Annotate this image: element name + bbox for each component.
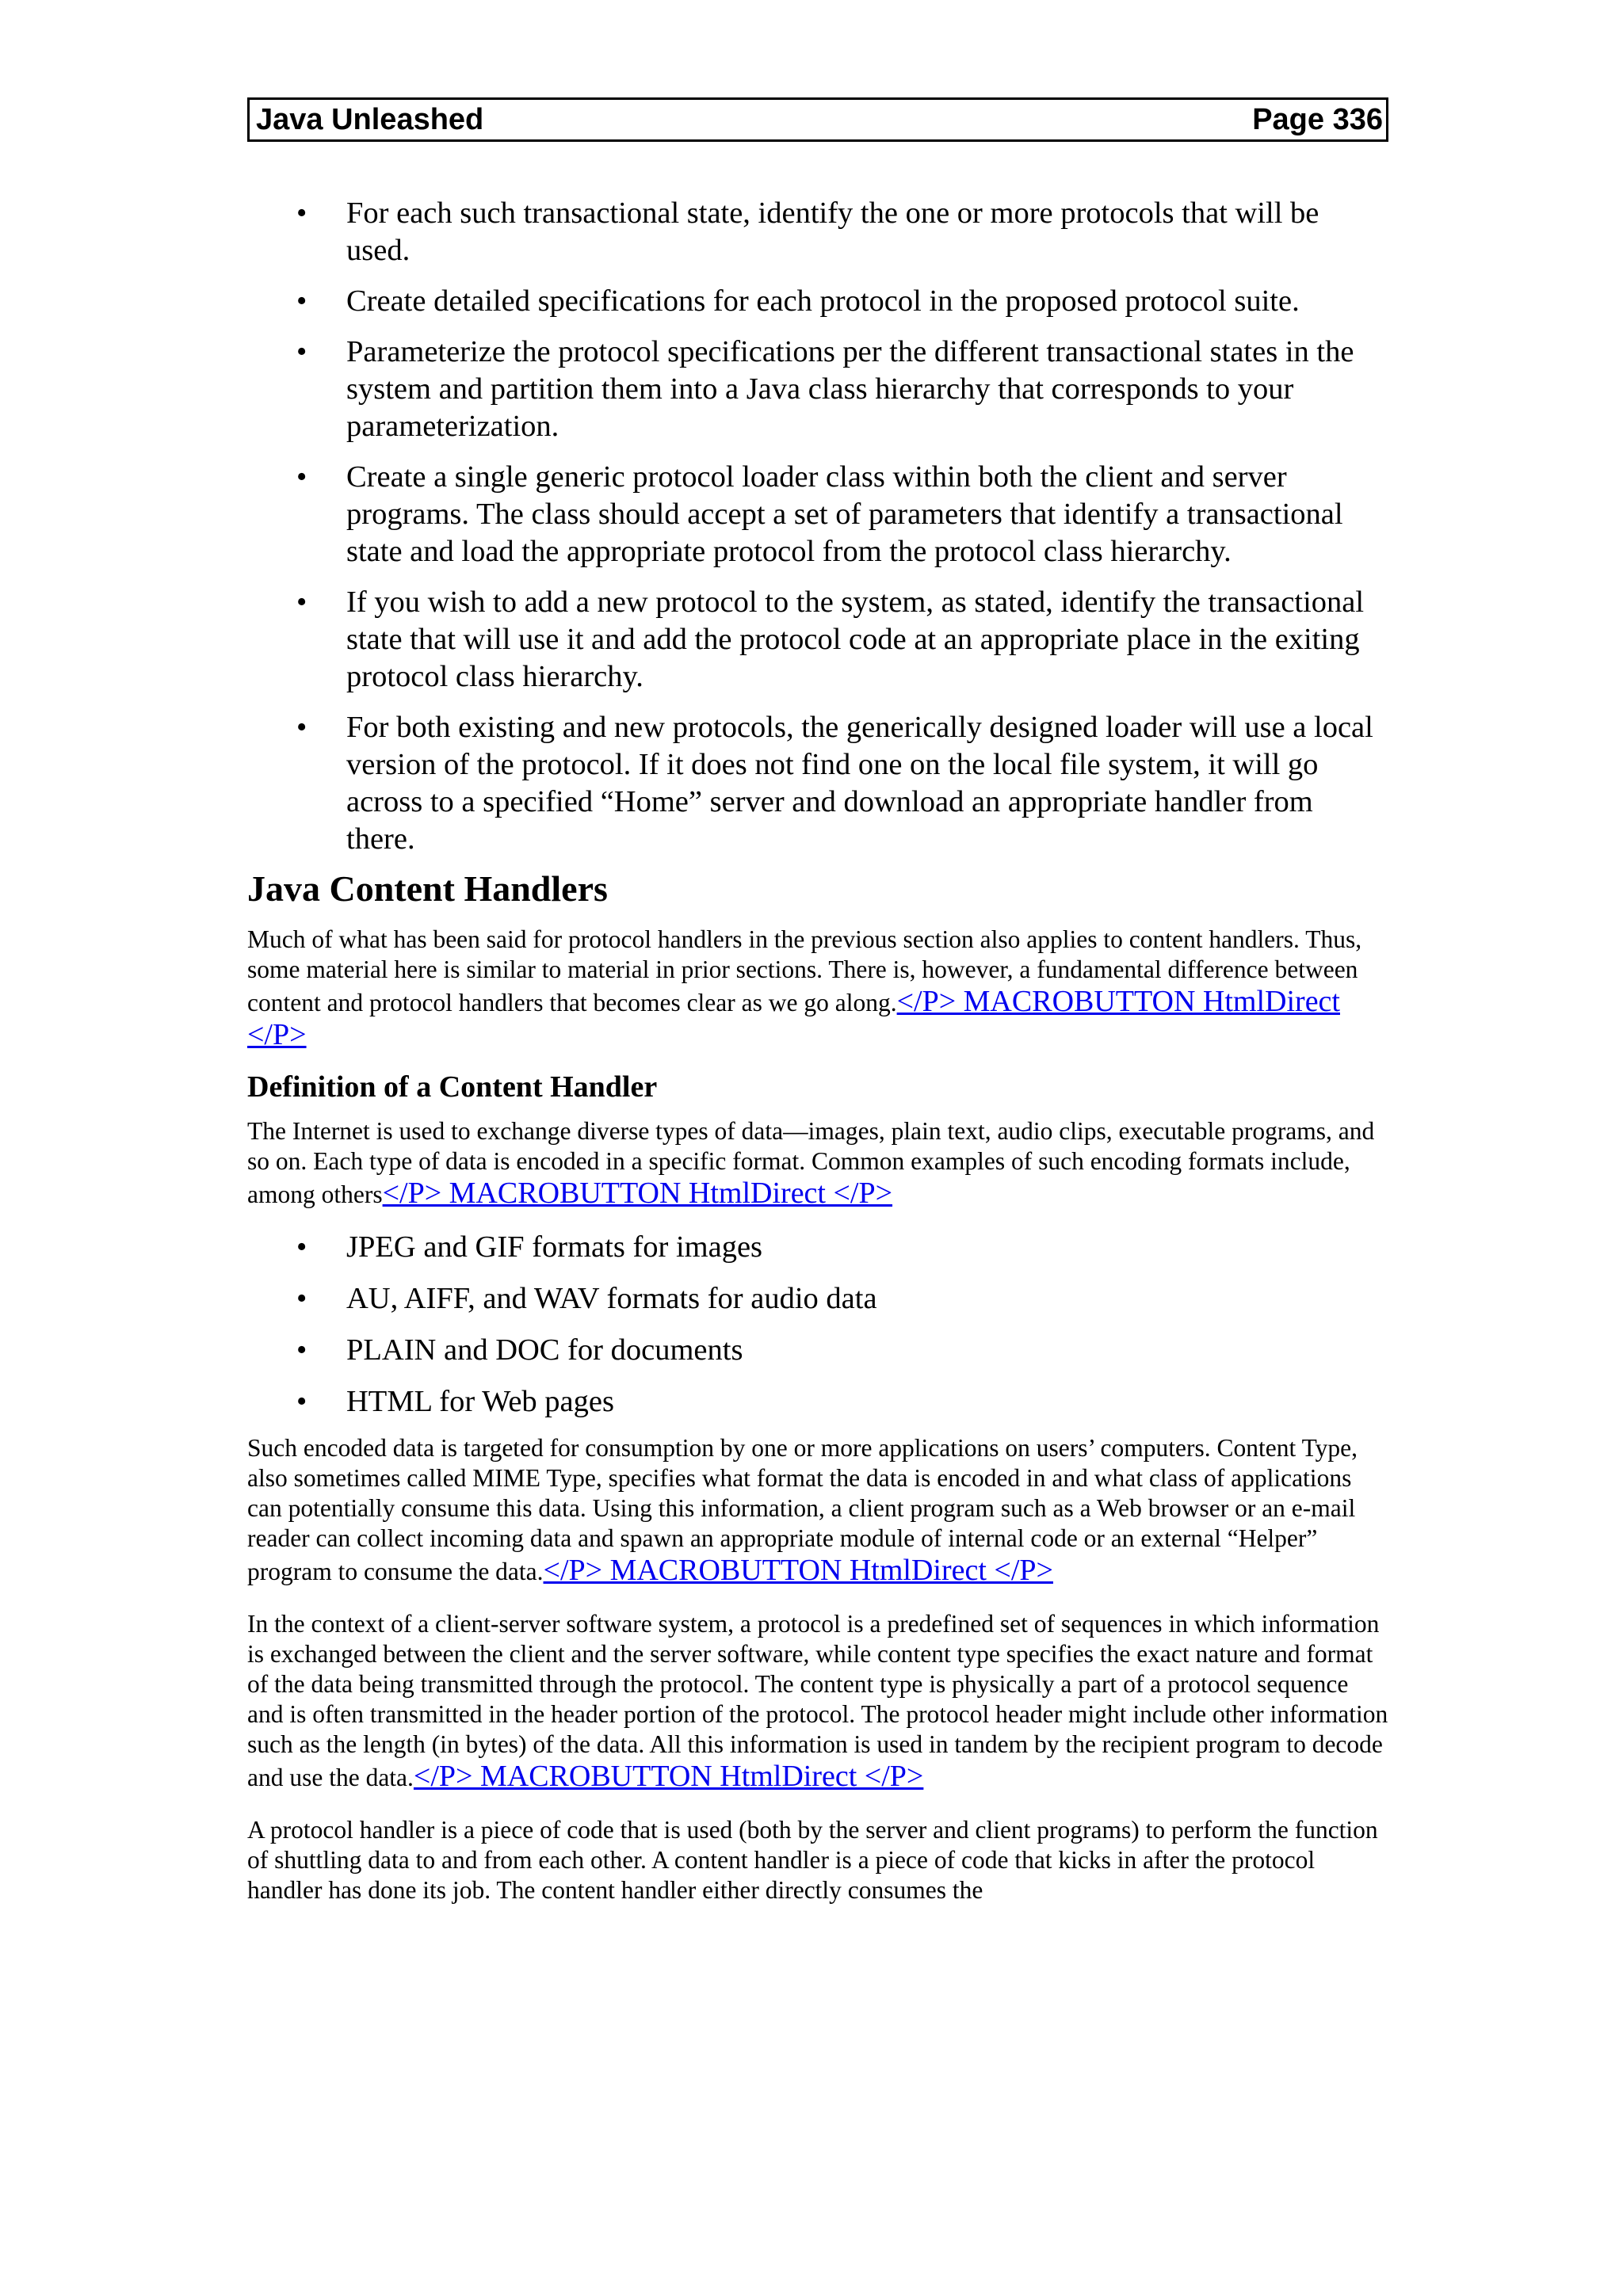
bullet-icon: •	[296, 284, 307, 318]
list-item: • Create detailed specifications for each protocol in the proposed protocol suite.	[247, 283, 1388, 320]
protocol-steps-list	[247, 195, 1388, 858]
list-item: • PLAIN and DOC for documents	[247, 1332, 1388, 1369]
formats-list	[247, 1229, 1388, 1421]
page-number: Page 336	[1252, 102, 1383, 136]
list-item: • AU, AIFF, and WAV formats for audio data	[247, 1280, 1388, 1318]
list-item: • JPEG and GIF formats for images	[247, 1229, 1388, 1266]
content-handlers-intro: Much of what has been said for protocol handlers in the previous section also applies to content handlers. Thus, some material here is similar to material in prior sections. There is, however, a fundamental difference between content and protocol handlers that becomes clear as we go along.</P> MACROBUTTON HtmlDirect </P>	[247, 925, 1362, 1051]
book-title: Java Unleashed	[256, 102, 484, 136]
list-item: • Create a single generic protocol loader class within both the client and server programs. The class should accept a set of parameters that identify a transactional state and load the appropriate protocol from the protocol class hierarchy.	[296, 460, 1343, 568]
section-heading: Java Content Handlers	[247, 868, 608, 909]
list-item: • If you wish to add a new protocol to the system, as stated, identify the transactional state that will use it and add the protocol code at an appropriate place in the exiting protocol class hierarchy.	[296, 585, 1365, 693]
macrobutton-link[interactable]: </P> MACROBUTTON HtmlDirect </P>	[543, 1554, 1053, 1587]
protocol-context-paragraph: In the context of a client-server software system, a protocol is a predefined set of sequences in which information is exchanged between the client and the server software, while content type specifies the exact nature and format of the data being transmitted through the protocol. The content type is physically a part of a protocol sequence and is often transmitted in the header portion of the protocol. The protocol header might include other information such as the length (in bytes) of the data. All this information is used in tandem by the recipient program to decode and use the data.</P> MACROBUTTON HtmlDirect </P>	[247, 1610, 1388, 1793]
bullet-icon: •	[296, 460, 307, 494]
macrobutton-link[interactable]: </P> MACROBUTTON HtmlDirect </P>	[247, 985, 1340, 1051]
bullet-icon: •	[296, 196, 307, 230]
bullet-icon: •	[296, 1282, 307, 1315]
bullet-icon: •	[296, 1333, 307, 1367]
handler-comparison-paragraph: A protocol handler is a piece of code that is used (both by the server and client programs) to perform the function of shuttling data to and from each other. A content handler is a piece of code that kicks in after the protocol handler has done its job. The content handler either directly consumes the	[247, 1816, 1378, 1904]
page-header	[247, 97, 1388, 142]
bullet-icon: •	[296, 1385, 307, 1418]
bullet-icon: •	[296, 1230, 307, 1264]
content-type-paragraph: Such encoded data is targeted for consumption by one or more applications on users’ computers. Content Type, also sometimes called MIME Type, specifies what format the data is encoded in and what class of applications can potentially consume this data. Using this information, a client program such as a Web browser or an e-mail reader can collect incoming data and spawn an appropriate module of internal code or an external “Helper” program to consume the data.</P> MACROBUTTON HtmlDirect </P>	[247, 1434, 1358, 1587]
bullet-icon: •	[296, 711, 307, 744]
macrobutton-link[interactable]: </P> MACROBUTTON HtmlDirect </P>	[413, 1760, 924, 1793]
list-item: • For both existing and new protocols, the generically designed loader will use a local version of the protocol. If it does not find one on the local file system, it will go across to a specified “Home” server and download an appropriate handler from there.	[296, 711, 1373, 856]
document-page	[247, 97, 1388, 1905]
definition-paragraph: The Internet is used to exchange diverse types of data—images, plain text, audio clips, executable programs, and so on. Each type of data is encoded in a specific format. Common examples of such encoding formats include, among others</P> MACROBUTTON HtmlDirect </P>	[247, 1117, 1375, 1210]
bullet-icon: •	[296, 585, 307, 619]
list-item: • For each such transactional state, identify the one or more protocols that will be used.	[296, 196, 1319, 267]
macrobutton-link[interactable]: </P> MACROBUTTON HtmlDirect </P>	[382, 1177, 893, 1210]
bullet-icon: •	[296, 335, 307, 368]
list-item: • HTML for Web pages	[247, 1383, 1388, 1421]
subsection-heading: Definition of a Content Handler	[247, 1070, 658, 1104]
list-item: • Parameterize the protocol specifications per the different transactional states in the system and partition them into a Java class hierarchy that corresponds to your parameterization.	[296, 335, 1354, 443]
